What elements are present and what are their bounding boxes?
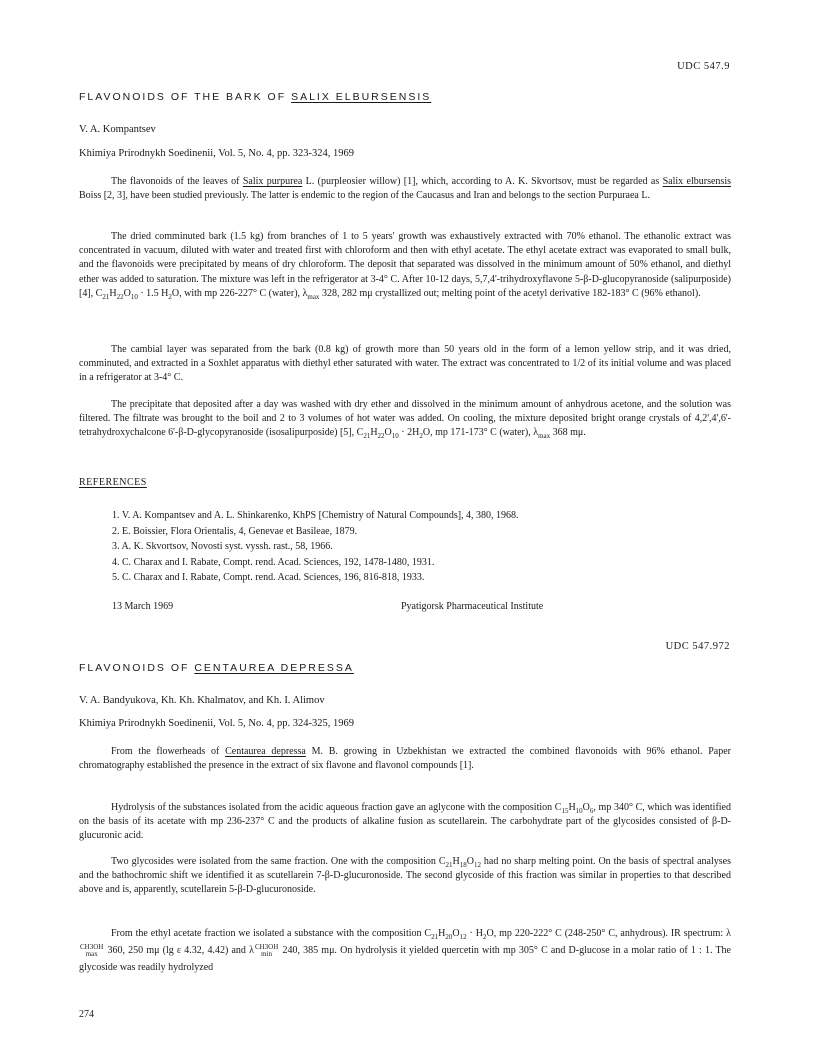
reference-item: 4. C. Charax and I. Rabate, Compt. rend. Acad. Sciences, 192, 1478-1480, 1931. [112, 556, 435, 568]
udc-code: UDC 547.972 [665, 641, 730, 652]
solvent-stack: CH3OH min [254, 942, 279, 958]
received-date: 13 March 1969 [112, 601, 174, 612]
paragraph: Two glycosides were isolated from the same fraction. One with the composition $C_{21}H_{18}O_{12}$ had no sharp melting point. On the basis of spectral analyses and the bathochromic shift we identified it as scutellarein 7-β-D-glucuronoside. The second glycoside of this fraction was similar in properties to that described above and is, apparently, scutellarein 5-β-D-glucuronoside. [79, 856, 731, 896]
citation: Khimiya Prirodnykh Soedinenii, Vol. 5, No. 4, pp. 323-324, 1969 [79, 148, 354, 159]
page-number: 274 [79, 1009, 94, 1020]
species-name: Salix purpurea [242, 176, 303, 187]
reference-list [112, 508, 732, 586]
article-title [79, 91, 431, 103]
solvent-stack: CH3OH max [80, 942, 104, 958]
title-species: CENTAUREA DEPRESSA [194, 662, 354, 674]
paragraph: From the flowerheads of Centaurea depressa M. B. growing in Uzbekhistan we extracted the combined flavonoids with 96% ethanol. Paper chromatography established the presence in the extract of six flavone and flavonol compounds [1]. [79, 746, 731, 772]
title-prefix: FLAVONOIDS OF THE BARK OF [79, 91, 292, 103]
paragraph: From the ethyl acetate fraction we isolated a substance with the composition $C_{21}H_{20}O_{12} \cdot H_2O$, mp 220-222° C (248-250° C, anhydrous). IR spectrum: λ CH3OH max 360, 250 mμ (lg ε 4.32, 4.42) and λ CH3OH min 240, 385 mμ. On hydrolysis it yielded quercetin with mp 305° C and D-glucose in a molar ratio of 1 : 1. The glycoside was readily hydrolyzed [79, 928, 731, 973]
reference-item: 5. C. Charax and I. Rabate, Compt. rend. Acad. Sciences, 196, 816-818, 1933. [112, 572, 425, 584]
institute: Pyatigorsk Pharmaceutical Institute [401, 601, 544, 612]
reference-item: 2. E. Boissier, Flora Orientalis, 4, Genevae et Basileae, 1879. [112, 525, 358, 537]
citation: Khimiya Prirodnykh Soedinenii, Vol. 5, No. 4, pp. 324-325, 1969 [79, 718, 354, 729]
udc-code: UDC 547.9 [677, 61, 730, 72]
paragraph: The flavonoids of the leaves of Salix purpurea L. (purpleosier willow) [1], which, according to A. K. Skvortsov, must be regarded as Salix elbursensis Boiss [2, 3], have been studied previously. The latter is endemic to the region of the Caucasus and Iran and belongs to the section Purpuraea L. [79, 176, 731, 202]
reference-item: 1. V. A. Kompantsev and A. L. Shinkarenko, KhPS [Chemistry of Natural Compounds], 4, 380, 1968. [112, 510, 519, 521]
paragraph: Hydrolysis of the substances isolated from the acidic aqueous fraction gave an aglycone with the composition $C_{15}H_{10}O_6$, mp 340° C, which was identified on the basis of its acetate with mp 236-237° C and the products of alkaline fusion as scutellarein. The carbohydrate part of the glycosides consisted of β-D-glucuronic acid. [79, 802, 731, 842]
paragraph: The dried comminuted bark (1.5 kg) from branches of 1 to 5 years' growth was exhaustively extracted with 70% ethanol. The ethanolic extract was concentrated in vacuum, diluted with water and treated first with chloroform and then with ethyl acetate. The ethyl acetate extract was evaporated to small bulk, and the flavonoids were precipitated by means of dry chloroform. The deposit that separated was dissolved in the minimum amount of 50% ethanol, and diethyl ether was added to saturation. The mixture was left in the refrigerator at 3-4° C. After 10-12 days, 5,7,4'-trihydroxyflavone 5-β-D-glucopyranoside (salipurposide) [4], $C_{21}H_{22}O_{10} \cdot 1.5$ $H_2O$, with mp 226-227° C (water), $\lambda_{max}$ 328, 282 mμ crystallized out; melting point of the acetyl derivative 182-183° C (96% ethanol). [79, 231, 731, 301]
paragraph: The precipitate that deposited after a day was washed with dry ether and dissolved in the minimum amount of anhydrous acetone, and the solution was filtered. The filtrate was brought to the boil and 2 to 3 volumes of hot water was added. On cooling, the mixture deposited bright orange crystals of 4,2',4',6'-tetrahydroxychalcone 6'-β-D-glycopyranoside (isosalipurposide) [5], $C_{21}H_{22}O_{10} \cdot 2H_2O$, mp 171-173° C (water), $\lambda_{max}$ 368 mμ. [79, 399, 731, 441]
species-name: Centaurea depressa [225, 746, 306, 757]
article-title [79, 662, 354, 674]
species-name: Salix elbursensis [662, 176, 731, 187]
title-species: SALIX ELBURSENSIS [291, 91, 432, 103]
authors: V. A. Bandyukova, Kh. Kh. Khalmatov, and Kh. I. Alimov [79, 695, 325, 706]
references-heading: REFERENCES [79, 477, 147, 488]
reference-item: 3. A. K. Skvortsov, Novosti syst. vyssh. rast., 58, 1966. [112, 541, 333, 553]
author: V. A. Kompantsev [79, 124, 156, 135]
title-prefix: FLAVONOIDS OF [79, 662, 195, 674]
paragraph: The cambial layer was separated from the bark (0.8 kg) of growth more than 50 years old in the form of a lemon yellow strip, and it was dried, comminuted, and extracted in a Soxhlet apparatus with diethyl ether saturated with water. The extract was concentrated to 1/2 of its initial volume and was placed in a refrigerator at 3-4° C. [79, 344, 731, 384]
